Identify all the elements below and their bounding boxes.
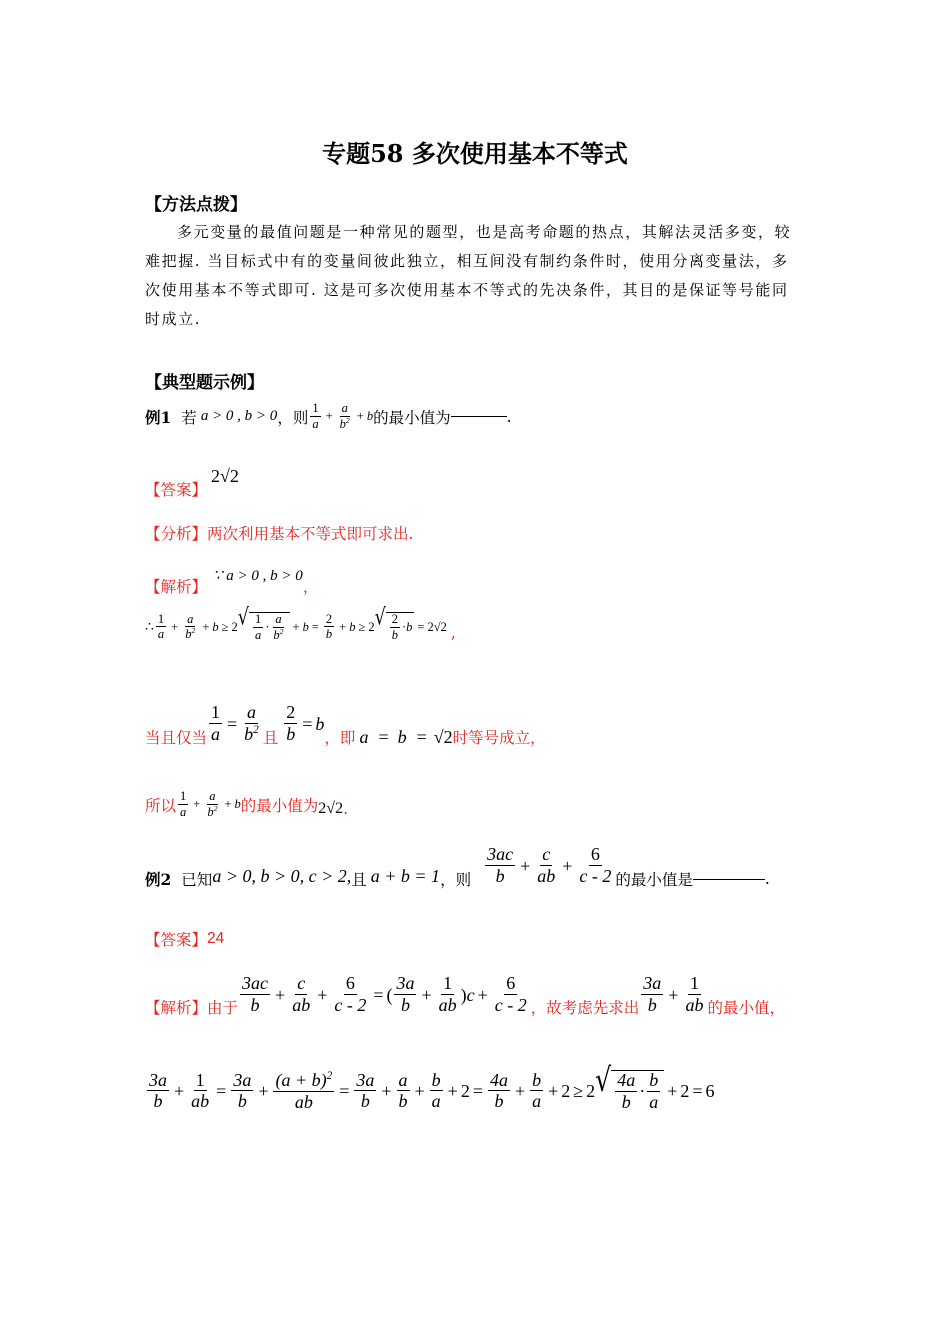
fraction-1-over-a: $\frac{1}{a}$ <box>312 401 319 431</box>
example1-derivation: ∴ $\frac{1}{a}$ + $\frac{a}{b^2}$ + b ≥ 2 √ $\frac{1}{a}$ · $\frac{a}{b^2}$ + b = $\frac{2}{b}$ + b ≥ 2 √ $\frac{2}{b}$ · b = 2√2 , <box>145 604 456 643</box>
solution2-label: 【解析】 <box>145 999 208 1017</box>
example1-conclusion: 所以 $\frac{1}{a}$ + $\frac{a}{b^2}$ + b 的最小值为 2√2 . <box>145 789 348 819</box>
example1-equality-condition: 当且仅当 $\frac{1}{a}$ = $\frac{a}{b^2}$ 且 $\frac{2}{b}$ = b ，即 a = b = √2 时等号成立， <box>145 702 546 747</box>
answer-blank <box>451 416 507 417</box>
sqrt-expression-1: √ $\frac{1}{a}$ · $\frac{a}{b^2}$ <box>238 612 290 642</box>
answer2-value: 24 <box>207 930 225 947</box>
example2-label: 例2 <box>145 870 172 889</box>
solution-label: 【解析】 <box>145 578 208 596</box>
gukao-text: ，故考虑先求出 <box>530 999 640 1017</box>
example2-ze: ，则 <box>440 871 472 889</box>
example2-qie: 且 <box>351 871 367 889</box>
example2-condition2: a + b = 1 <box>370 865 441 886</box>
method-paragraph: 多元变量的最值问题是一种常见的题型，也是高考命题的热点，其解法灵活多变，较难把握. 当目标式中有的变量间彼此独立，相互间没有制约条件时，使用分离变量法，多次使用基本不等式即可. 这是可多次使用基本不等式的先决条件，其目的是保证等号能同时成立. <box>145 223 792 328</box>
example2-solution-line2: $\frac{3a}{b}$ + $\frac{1}{ab}$ = $\frac{3a}{b}$ + $\frac{(a + b)^2}{ab}$ = $\frac{3a}{b}$ + $\frac{a}{b}$ + $\frac{b}{a}$ + 2 = $\frac{4a}{b}$ + $\frac{b}{a}$ + 2 ≥ 2 √ $\frac{4a}{b}$ · $\frac{b}{a}$ + 2 = 6 <box>149 1061 715 1112</box>
example1-label: 例1 <box>145 407 172 427</box>
sqrt-expression-2: √ $\frac{2}{b}$ · b <box>374 604 413 642</box>
page-title: 专题58 多次使用基本不等式 <box>322 139 628 168</box>
analysis-text: 两次利用基本不等式即可求出. <box>207 525 414 543</box>
so-suffix: 的最小值为 <box>240 796 319 815</box>
example1-analysis <box>145 522 413 544</box>
when-suffix: 时等号成立， <box>452 729 546 747</box>
answer-label: 【答案】 <box>145 481 208 499</box>
example1-ruo: 若 <box>181 408 197 427</box>
example1-answer <box>145 462 239 500</box>
and-text: 且 <box>262 729 279 747</box>
example2-condition: a > 0, b > 0, c > 2, <box>212 865 352 886</box>
analysis-label: 【分析】 <box>145 525 208 543</box>
example1-condition: a > 0 , b > 0 <box>200 408 278 425</box>
example2-solution-line1: 【解析】 由于 $\frac{3ac}{b}$ + $\frac{c}{ab}$ + $\frac{6}{c - 2}$ = ( $\frac{3a}{b}$ + $\frac{1}{ab}$ ) c + $\frac{6}{c - 2}$ ，故考虑先求出 $\frac{3a}{b}$ + $\frac{1}{ab}$ 的最小值， <box>145 973 785 1017</box>
so-prefix: 所以 <box>145 796 177 815</box>
example2-given: 已知 <box>181 871 213 889</box>
comma: ， <box>302 578 319 596</box>
zuixiao-text: 的最小值， <box>707 999 785 1017</box>
so-period: . <box>343 799 348 818</box>
answer-value: 2√2 <box>211 465 239 486</box>
fraction-a-over-b2: $\frac{a}{b^2}$ <box>339 401 350 431</box>
youyu-text: 由于 <box>207 999 239 1017</box>
example2-suffix: 的最小值是 <box>615 871 693 889</box>
answer2-label: 【答案】 <box>145 931 208 949</box>
ji-text: ，即 <box>324 729 356 747</box>
sqrt-expression-3: √ $\frac{4a}{b}$ · $\frac{b}{a}$ <box>595 1070 664 1112</box>
answer-blank-2 <box>693 879 765 880</box>
example1-question: 例1 若 a > 0 , b > 0 ，则 $\frac{1}{a}$ + $\frac{a}{b^2}$ + b 的最小值为 . <box>145 401 512 431</box>
example2-answer <box>145 928 224 950</box>
because-condition: ∵ a > 0 , b > 0 <box>213 567 303 584</box>
method-heading: 【方法点拨】 <box>145 195 247 215</box>
example1-ze: ，则 <box>277 408 309 427</box>
example1-suffix: 的最小值为 <box>373 408 451 427</box>
example1-solution-start <box>145 553 318 597</box>
when-prefix: 当且仅当 <box>145 729 208 747</box>
examples-heading: 【典型题示例】 <box>145 373 264 393</box>
example2-question: 例2 已知 a > 0, b > 0, c > 2, 且 a + b = 1 ，则 $\frac{3ac}{b}$ + $\frac{c}{ab}$ + $\frac{6}{c - 2}$ 的最小值是 . <box>145 844 770 889</box>
